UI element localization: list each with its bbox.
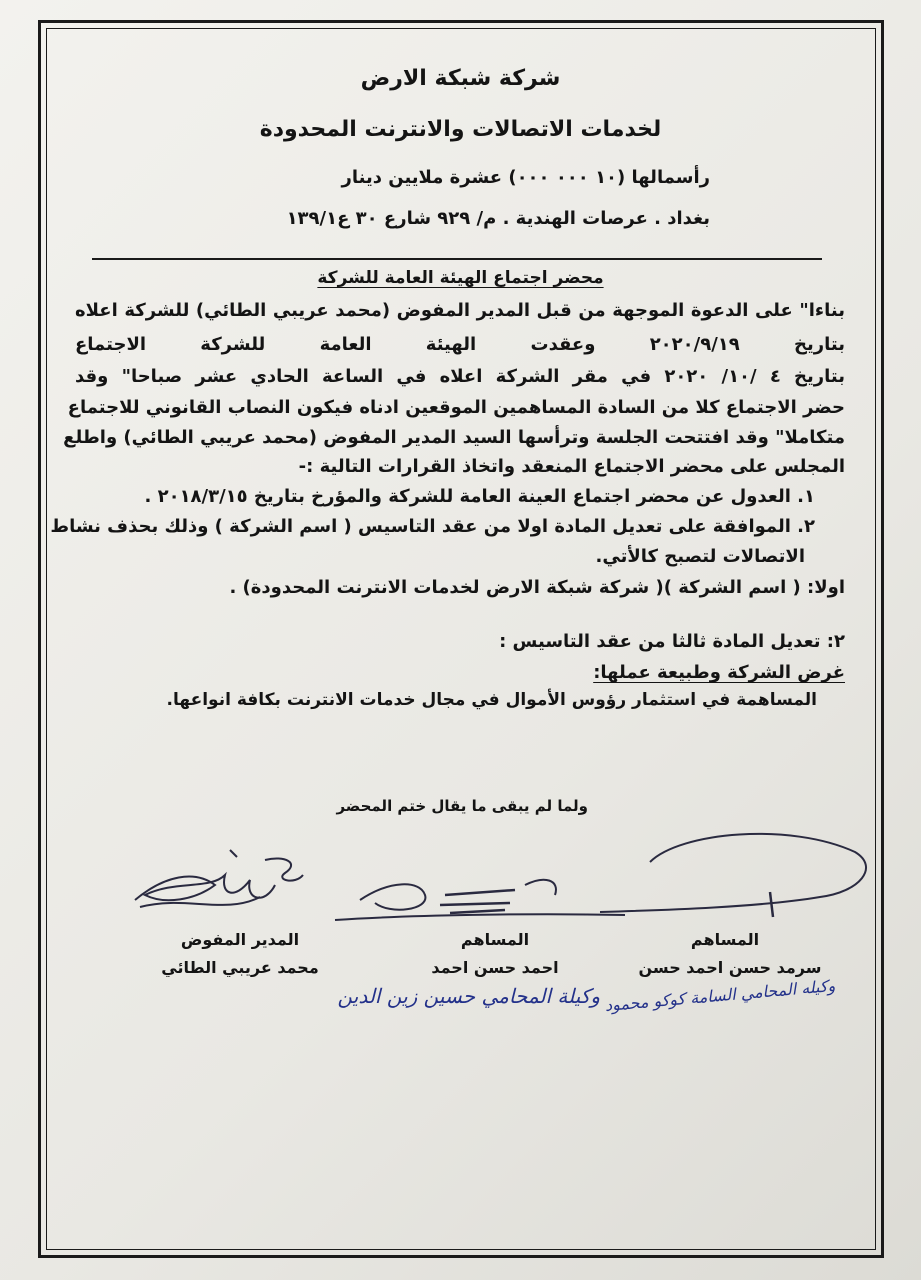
body-line-3: بتاريخ ٤ /١٠/ ٢٠٢٠ في مقر الشركة اعلاه في الساعة الحادي عشر صباحا" وقد xyxy=(75,366,845,387)
decision-1: ١. العدول عن محضر اجتماع العينة العامة للشركة والمؤرخ بتاريخ ٢٠١٨/٣/١٥ . xyxy=(144,486,815,507)
signature-shareholder-1-scribble xyxy=(330,855,630,935)
address-line: بغداد . عرصات الهندية . م/ ٩٢٩ شارع ٣٠ ع١٣٩/١ xyxy=(286,208,710,229)
first-item: اولا: ( اسم الشركة )( شركة شبكة الارض لخدمات الانترنت المحدودة) . xyxy=(229,577,845,598)
handwritten-note-shareholder-2: وكيله المحامي السامة كوكو محمود xyxy=(604,975,836,1016)
body-line-6: المجلس على محضر الاجتماع المنعقد واتخاذ القرارات التالية :- xyxy=(298,456,845,477)
shareholder-2-name: سرمد حسن احمد حسن xyxy=(638,958,822,977)
manager-name: محمد عريبي الطائي xyxy=(161,958,319,977)
closing-line: ولما لم يبقى ما يقال ختم المحضر xyxy=(336,797,588,815)
capital-line: رأسمالها (١٠ ٠٠٠ ٠٠٠) عشرة ملايين دينار xyxy=(341,167,710,188)
second-item: ٢: تعديل المادة ثالثا من عقد التاسيس : xyxy=(499,631,845,652)
company-name: شركة شبكة الارض xyxy=(360,66,561,91)
shareholder-2-role: المساهم xyxy=(690,930,760,949)
shareholder-1-role: المساهم xyxy=(460,930,530,949)
decision-2-line-2: الاتصالات لتصبح كالأتي. xyxy=(595,546,805,567)
signature-manager-scribble xyxy=(125,845,315,925)
body-line-5: متكاملا" وقد افتتحت الجلسة وترأسها السيد المدير المفوض (محمد عريبي الطائي) واطلع xyxy=(63,427,845,448)
purpose-heading: غرض الشركة وطبيعة عملها: xyxy=(593,662,845,683)
body-line-4: حضر الاجتماع كلا من السادة المساهمين الموقعين ادناه فيكون النصاب القانوني للاجتماع xyxy=(67,397,845,418)
handwritten-note-shareholder-1: وكيلة المحامي حسين زين الدين xyxy=(337,984,600,1008)
header-divider xyxy=(92,258,822,260)
decision-2-line-1: ٢. الموافقة على تعديل المادة اولا من عقد التاسيس ( اسم الشركة ) وذلك بحذف نشاط xyxy=(50,516,815,537)
manager-role: المدير المفوض xyxy=(180,930,300,949)
company-subtitle: لخدمات الاتصالات والانترنت المحدودة xyxy=(259,117,662,142)
shareholder-1-name: احمد حسن احمد xyxy=(431,958,559,977)
body-line-1: بناءا" على الدعوة الموجهة من قبل المدير المفوض (محمد عريبي الطائي) للشركة اعلاه xyxy=(75,300,845,321)
body-line-2: بتاريخ ٢٠٢٠/٩/١٩ وعقدت الهيئة العامة للشركة الاجتماع xyxy=(75,334,845,355)
minutes-title: محضر اجتماع الهيئة العامة للشركة xyxy=(317,268,604,288)
signature-shareholder-2-scribble xyxy=(590,822,875,922)
purpose-text: المساهمة في استثمار رؤوس الأموال في مجال خدمات الانترنت بكافة انواعها. xyxy=(166,690,817,710)
